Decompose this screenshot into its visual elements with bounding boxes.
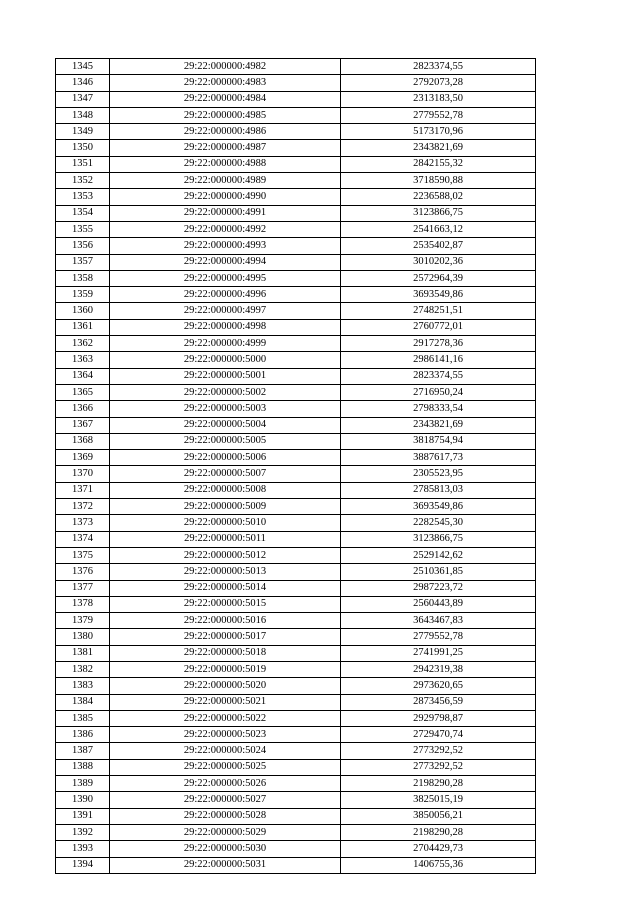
cadastral-value-cell: 3123866,75 <box>341 205 536 221</box>
cadastral-number-cell: 29:22:000000:5011 <box>110 531 341 547</box>
row-number-cell: 1364 <box>56 368 110 384</box>
cadastral-number-cell: 29:22:000000:5019 <box>110 661 341 677</box>
cadastral-number-cell: 29:22:000000:5009 <box>110 499 341 515</box>
cadastral-value-cell: 2313183,50 <box>341 91 536 107</box>
cadastral-value-cell: 2560443,89 <box>341 596 536 612</box>
row-number-cell: 1365 <box>56 384 110 400</box>
cadastral-value-cell: 3693549,86 <box>341 287 536 303</box>
cadastral-value-cell: 2305523,95 <box>341 466 536 482</box>
table-row <box>56 808 536 824</box>
cadastral-number-cell: 29:22:000000:5015 <box>110 596 341 612</box>
table-row <box>56 841 536 857</box>
table-row <box>56 91 536 107</box>
cadastral-number-cell: 29:22:000000:5017 <box>110 629 341 645</box>
row-number-cell: 1389 <box>56 776 110 792</box>
cadastral-value-cell: 3718590,88 <box>341 173 536 189</box>
cadastral-number-cell: 29:22:000000:5007 <box>110 466 341 482</box>
cadastral-value-cell: 2529142,62 <box>341 547 536 563</box>
cadastral-number-cell: 29:22:000000:4982 <box>110 59 341 75</box>
cadastral-number-cell: 29:22:000000:4987 <box>110 140 341 156</box>
cadastral-number-cell: 29:22:000000:5014 <box>110 580 341 596</box>
row-number-cell: 1376 <box>56 564 110 580</box>
table-row <box>56 596 536 612</box>
table-row <box>56 743 536 759</box>
cadastral-value-cell: 2704429,73 <box>341 841 536 857</box>
cadastral-value-cell: 2779552,78 <box>341 107 536 123</box>
row-number-cell: 1346 <box>56 75 110 91</box>
table-row <box>56 254 536 270</box>
table-row <box>56 629 536 645</box>
cadastral-number-cell: 29:22:000000:4989 <box>110 173 341 189</box>
cadastral-value-cell: 2741991,25 <box>341 645 536 661</box>
table-row <box>56 792 536 808</box>
table-row <box>56 515 536 531</box>
row-number-cell: 1347 <box>56 91 110 107</box>
row-number-cell: 1345 <box>56 59 110 75</box>
cadastral-number-cell: 29:22:000000:4994 <box>110 254 341 270</box>
row-number-cell: 1381 <box>56 645 110 661</box>
row-number-cell: 1372 <box>56 499 110 515</box>
row-number-cell: 1369 <box>56 450 110 466</box>
cadastral-value-cell: 2343821,69 <box>341 140 536 156</box>
table-row <box>56 303 536 319</box>
table-row <box>56 140 536 156</box>
cadastral-value-cell: 2572964,39 <box>341 270 536 286</box>
cadastral-number-cell: 29:22:000000:5013 <box>110 564 341 580</box>
row-number-cell: 1383 <box>56 678 110 694</box>
row-number-cell: 1386 <box>56 727 110 743</box>
table-row <box>56 547 536 563</box>
cadastral-value-table <box>55 58 536 874</box>
cadastral-value-cell: 2823374,55 <box>341 368 536 384</box>
cadastral-value-cell: 3850056,21 <box>341 808 536 824</box>
cadastral-value-cell: 2986141,16 <box>341 352 536 368</box>
row-number-cell: 1390 <box>56 792 110 808</box>
cadastral-number-cell: 29:22:000000:5029 <box>110 824 341 840</box>
cadastral-number-cell: 29:22:000000:4999 <box>110 336 341 352</box>
row-number-cell: 1374 <box>56 531 110 547</box>
table-row <box>56 466 536 482</box>
row-number-cell: 1359 <box>56 287 110 303</box>
table-row <box>56 368 536 384</box>
table-row <box>56 352 536 368</box>
table-row <box>56 776 536 792</box>
row-number-cell: 1373 <box>56 515 110 531</box>
cadastral-number-cell: 29:22:000000:4992 <box>110 221 341 237</box>
cadastral-number-cell: 29:22:000000:5025 <box>110 759 341 775</box>
cadastral-value-cell: 3010202,36 <box>341 254 536 270</box>
cadastral-value-cell: 2198290,28 <box>341 776 536 792</box>
row-number-cell: 1380 <box>56 629 110 645</box>
row-number-cell: 1349 <box>56 124 110 140</box>
table-row <box>56 156 536 172</box>
row-number-cell: 1363 <box>56 352 110 368</box>
table-row <box>56 499 536 515</box>
cadastral-value-cell: 2773292,52 <box>341 759 536 775</box>
row-number-cell: 1348 <box>56 107 110 123</box>
cadastral-value-cell: 2729470,74 <box>341 727 536 743</box>
cadastral-number-cell: 29:22:000000:5001 <box>110 368 341 384</box>
cadastral-value-cell: 1406755,36 <box>341 857 536 873</box>
table-row <box>56 107 536 123</box>
table-row <box>56 205 536 221</box>
row-number-cell: 1368 <box>56 433 110 449</box>
cadastral-value-cell: 2760772,01 <box>341 319 536 335</box>
cadastral-number-cell: 29:22:000000:5030 <box>110 841 341 857</box>
cadastral-value-cell: 2343821,69 <box>341 417 536 433</box>
cadastral-value-cell: 3693549,86 <box>341 499 536 515</box>
row-number-cell: 1393 <box>56 841 110 857</box>
cadastral-number-cell: 29:22:000000:5000 <box>110 352 341 368</box>
cadastral-number-cell: 29:22:000000:4983 <box>110 75 341 91</box>
cadastral-value-cell: 2823374,55 <box>341 59 536 75</box>
row-number-cell: 1378 <box>56 596 110 612</box>
cadastral-value-cell: 3643467,83 <box>341 613 536 629</box>
cadastral-value-cell: 2987223,72 <box>341 580 536 596</box>
row-number-cell: 1385 <box>56 710 110 726</box>
cadastral-value-cell: 2510361,85 <box>341 564 536 580</box>
row-number-cell: 1356 <box>56 238 110 254</box>
cadastral-value-cell: 2942319,38 <box>341 661 536 677</box>
table-row <box>56 613 536 629</box>
cadastral-value-cell: 3887617,73 <box>341 450 536 466</box>
row-number-cell: 1379 <box>56 613 110 629</box>
cadastral-value-cell: 2873456,59 <box>341 694 536 710</box>
row-number-cell: 1350 <box>56 140 110 156</box>
row-number-cell: 1384 <box>56 694 110 710</box>
row-number-cell: 1382 <box>56 661 110 677</box>
cadastral-value-cell: 2282545,30 <box>341 515 536 531</box>
cadastral-value-cell: 2973620,65 <box>341 678 536 694</box>
table-row <box>56 482 536 498</box>
row-number-cell: 1355 <box>56 221 110 237</box>
cadastral-value-cell: 2798333,54 <box>341 401 536 417</box>
table-row <box>56 336 536 352</box>
table-row <box>56 287 536 303</box>
cadastral-value-cell: 2198290,28 <box>341 824 536 840</box>
cadastral-number-cell: 29:22:000000:4995 <box>110 270 341 286</box>
cadastral-number-cell: 29:22:000000:5004 <box>110 417 341 433</box>
table-row <box>56 450 536 466</box>
row-number-cell: 1377 <box>56 580 110 596</box>
row-number-cell: 1358 <box>56 270 110 286</box>
table-body <box>56 59 536 874</box>
row-number-cell: 1353 <box>56 189 110 205</box>
table-row <box>56 221 536 237</box>
cadastral-value-cell: 5173170,96 <box>341 124 536 140</box>
row-number-cell: 1351 <box>56 156 110 172</box>
table-row <box>56 564 536 580</box>
table-row <box>56 124 536 140</box>
cadastral-number-cell: 29:22:000000:5028 <box>110 808 341 824</box>
cadastral-value-cell: 2236588,02 <box>341 189 536 205</box>
cadastral-number-cell: 29:22:000000:4990 <box>110 189 341 205</box>
table-row <box>56 401 536 417</box>
table-row <box>56 727 536 743</box>
cadastral-value-cell: 2842155,32 <box>341 156 536 172</box>
cadastral-number-cell: 29:22:000000:4996 <box>110 287 341 303</box>
cadastral-value-cell: 3123866,75 <box>341 531 536 547</box>
table-row <box>56 857 536 873</box>
cadastral-value-cell: 2779552,78 <box>341 629 536 645</box>
cadastral-number-cell: 29:22:000000:5022 <box>110 710 341 726</box>
cadastral-number-cell: 29:22:000000:5020 <box>110 678 341 694</box>
table-row <box>56 270 536 286</box>
cadastral-number-cell: 29:22:000000:5024 <box>110 743 341 759</box>
row-number-cell: 1367 <box>56 417 110 433</box>
cadastral-number-cell: 29:22:000000:5023 <box>110 727 341 743</box>
cadastral-value-cell: 2716950,24 <box>341 384 536 400</box>
row-number-cell: 1361 <box>56 319 110 335</box>
cadastral-number-cell: 29:22:000000:4984 <box>110 91 341 107</box>
cadastral-number-cell: 29:22:000000:5006 <box>110 450 341 466</box>
row-number-cell: 1388 <box>56 759 110 775</box>
cadastral-number-cell: 29:22:000000:4993 <box>110 238 341 254</box>
cadastral-number-cell: 29:22:000000:5031 <box>110 857 341 873</box>
cadastral-number-cell: 29:22:000000:5016 <box>110 613 341 629</box>
cadastral-number-cell: 29:22:000000:5021 <box>110 694 341 710</box>
cadastral-value-cell: 2785813,03 <box>341 482 536 498</box>
table-row <box>56 384 536 400</box>
row-number-cell: 1357 <box>56 254 110 270</box>
table-row <box>56 531 536 547</box>
row-number-cell: 1391 <box>56 808 110 824</box>
cadastral-value-cell: 2535402,87 <box>341 238 536 254</box>
row-number-cell: 1362 <box>56 336 110 352</box>
row-number-cell: 1375 <box>56 547 110 563</box>
cadastral-value-cell: 2929798,87 <box>341 710 536 726</box>
row-number-cell: 1352 <box>56 173 110 189</box>
table-row <box>56 580 536 596</box>
table-row <box>56 189 536 205</box>
row-number-cell: 1371 <box>56 482 110 498</box>
cadastral-number-cell: 29:22:000000:5010 <box>110 515 341 531</box>
row-number-cell: 1394 <box>56 857 110 873</box>
table-row <box>56 710 536 726</box>
row-number-cell: 1387 <box>56 743 110 759</box>
cadastral-value-cell: 3825015,19 <box>341 792 536 808</box>
cadastral-number-cell: 29:22:000000:4988 <box>110 156 341 172</box>
cadastral-number-cell: 29:22:000000:5003 <box>110 401 341 417</box>
table-row <box>56 238 536 254</box>
cadastral-number-cell: 29:22:000000:5027 <box>110 792 341 808</box>
cadastral-value-cell: 2748251,51 <box>341 303 536 319</box>
cadastral-number-cell: 29:22:000000:5026 <box>110 776 341 792</box>
row-number-cell: 1366 <box>56 401 110 417</box>
cadastral-number-cell: 29:22:000000:5005 <box>110 433 341 449</box>
cadastral-number-cell: 29:22:000000:5018 <box>110 645 341 661</box>
table-row <box>56 59 536 75</box>
table-row <box>56 678 536 694</box>
cadastral-number-cell: 29:22:000000:4998 <box>110 319 341 335</box>
cadastral-value-cell: 2917278,36 <box>341 336 536 352</box>
row-number-cell: 1370 <box>56 466 110 482</box>
cadastral-number-cell: 29:22:000000:4985 <box>110 107 341 123</box>
cadastral-number-cell: 29:22:000000:5012 <box>110 547 341 563</box>
table-row <box>56 694 536 710</box>
table-row <box>56 645 536 661</box>
row-number-cell: 1360 <box>56 303 110 319</box>
table-row <box>56 173 536 189</box>
row-number-cell: 1392 <box>56 824 110 840</box>
cadastral-number-cell: 29:22:000000:4986 <box>110 124 341 140</box>
cadastral-value-cell: 3818754,94 <box>341 433 536 449</box>
table-row <box>56 661 536 677</box>
table-row <box>56 319 536 335</box>
table-row <box>56 824 536 840</box>
table-row <box>56 759 536 775</box>
cadastral-number-cell: 29:22:000000:5008 <box>110 482 341 498</box>
table-row <box>56 75 536 91</box>
table-row <box>56 433 536 449</box>
cadastral-number-cell: 29:22:000000:4991 <box>110 205 341 221</box>
cadastral-value-cell: 2773292,52 <box>341 743 536 759</box>
table-row <box>56 417 536 433</box>
cadastral-number-cell: 29:22:000000:5002 <box>110 384 341 400</box>
cadastral-value-cell: 2792073,28 <box>341 75 536 91</box>
cadastral-number-cell: 29:22:000000:4997 <box>110 303 341 319</box>
row-number-cell: 1354 <box>56 205 110 221</box>
cadastral-value-cell: 2541663,12 <box>341 221 536 237</box>
